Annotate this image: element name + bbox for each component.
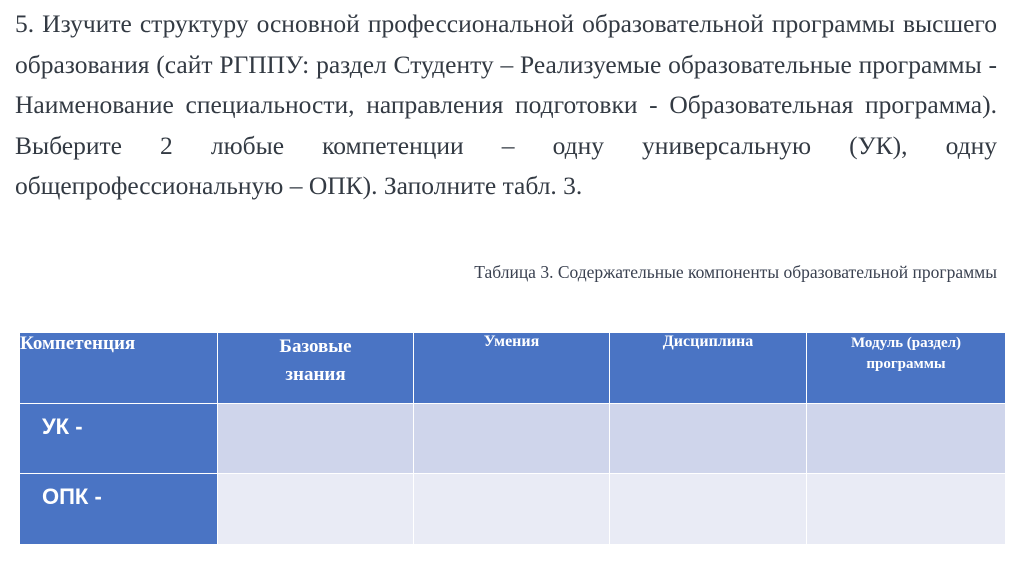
cell-opk-discipline[interactable]	[610, 474, 807, 545]
table-row	[20, 474, 1006, 545]
header-module: Модуль (раздел) программы	[807, 333, 1006, 404]
competence-table	[19, 332, 1006, 545]
cell-opk-knowledge[interactable]	[218, 474, 414, 545]
row-label-uk: УК -	[20, 404, 218, 474]
cell-uk-skills[interactable]	[414, 404, 610, 474]
cell-opk-module[interactable]	[807, 474, 1006, 545]
cell-uk-module[interactable]	[807, 404, 1006, 474]
cell-uk-knowledge[interactable]	[218, 404, 414, 474]
header-skills: Умения	[414, 333, 610, 404]
table-header-row	[20, 333, 1006, 404]
header-competence: Компетенция	[20, 333, 218, 404]
cell-opk-skills[interactable]	[414, 474, 610, 545]
header-discipline: Дисциплина	[610, 333, 807, 404]
row-label-opk: ОПК -	[20, 474, 218, 545]
header-base-knowledge: Базовые знания	[218, 333, 414, 404]
table-row	[20, 404, 1006, 474]
table-caption: Таблица 3. Содержательные компоненты образовательной программы	[474, 262, 997, 282]
task-text: 5. Изучите структуру основной профессиональной образовательной программы высшего образования (сайт РГППУ: раздел Студенту – Реализуемые образовательные программы - Наименование специальности, направления подготовки - Образовательная программа). Выберите 2 любые компетенции – одну универсальную (УК), одну общепрофессиональную – ОПК). Заполните табл. 3.	[15, 9, 997, 200]
cell-uk-discipline[interactable]	[610, 404, 807, 474]
